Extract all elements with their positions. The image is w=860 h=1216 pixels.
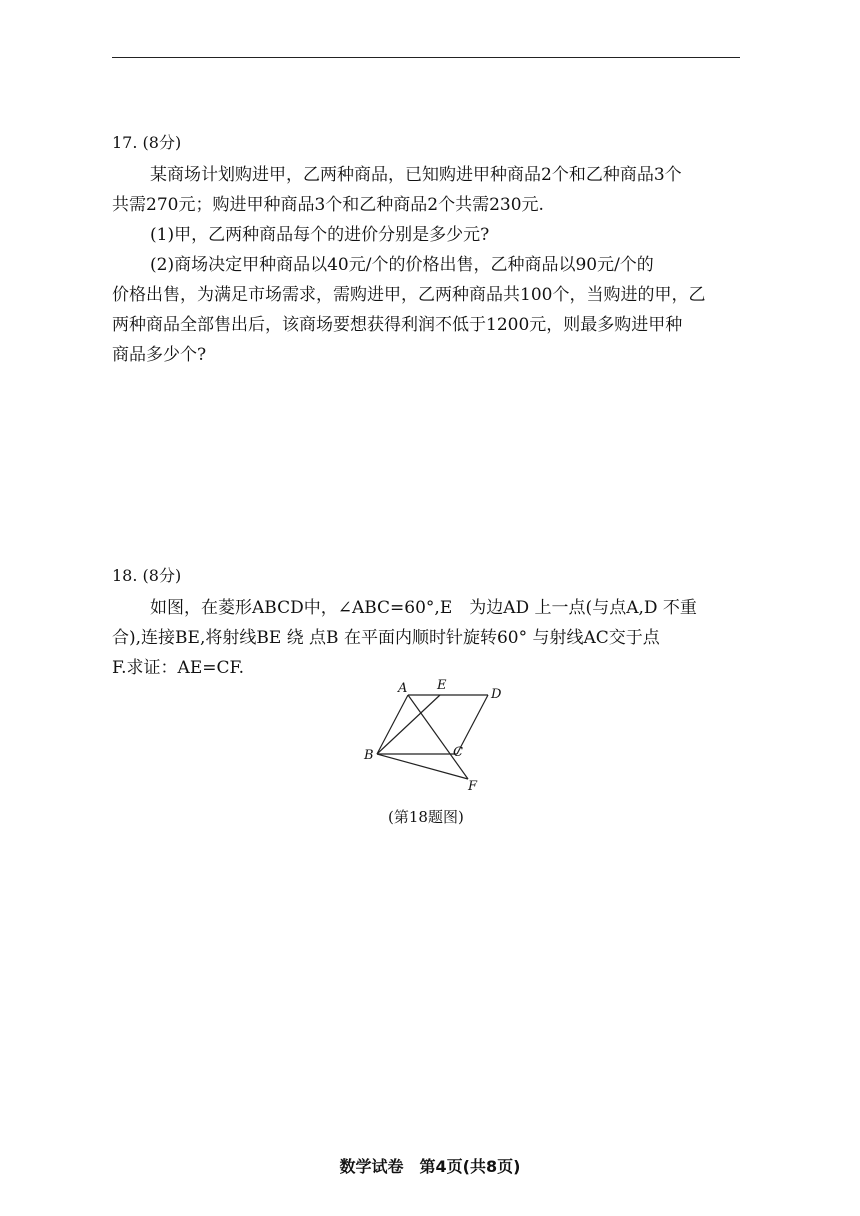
question-17-part-1: (1)甲，乙两种商品每个的进价分别是多少元? <box>150 225 490 245</box>
label-e: E <box>437 678 447 693</box>
figure-caption: (第18题图) <box>388 808 464 826</box>
question-18 <box>112 561 740 683</box>
question-17-line-1: 某商场计划购进甲，乙两种商品，已知购进甲种商品2个和乙种商品3个 <box>150 165 682 185</box>
label-d: D <box>491 687 502 702</box>
label-b: B <box>364 748 374 763</box>
question-17-line-7: 商品多少个? <box>112 345 207 365</box>
question-18-line-2: 合),连接BE,将射线BE 绕 点B 在平面内顺时针旋转60° 与射线AC交于点 <box>112 628 660 648</box>
label-a: A <box>398 681 408 696</box>
header-rule <box>112 57 740 58</box>
question-17-header: 17. (8分) <box>112 133 182 152</box>
question-17 <box>112 128 740 370</box>
rhombus-figure <box>360 676 510 794</box>
ray-af <box>408 695 468 779</box>
label-f: F <box>468 779 478 794</box>
question-18-line-1: 如图，在菱形ABCD中，∠ABC=60°,E 为边AD 上一点(与点A,D 不重 <box>150 598 697 618</box>
segment-ab <box>377 695 408 754</box>
question-17-line-2: 共需270元；购进甲种商品3个和乙种商品2个共需230元. <box>112 195 544 215</box>
question-17-line-6: 两种商品全部售出后，该商场要想获得利润不低于1200元，则最多购进甲种 <box>112 315 683 335</box>
question-17-part-2: (2)商场决定甲种商品以40元/个的价格出售，乙种商品以90元/个的 <box>150 255 654 275</box>
question-18-line-3: F.求证：AE=CF. <box>112 658 245 678</box>
segment-be <box>377 695 440 754</box>
page-footer: 数学试卷 第4页(共8页) <box>339 1157 521 1176</box>
question-17-line-5: 价格出售，为满足市场需求，需购进甲，乙两种商品共100个，当购进的甲，乙 <box>112 285 706 305</box>
label-c: C <box>453 745 463 760</box>
question-18-header: 18. (8分) <box>112 566 182 585</box>
